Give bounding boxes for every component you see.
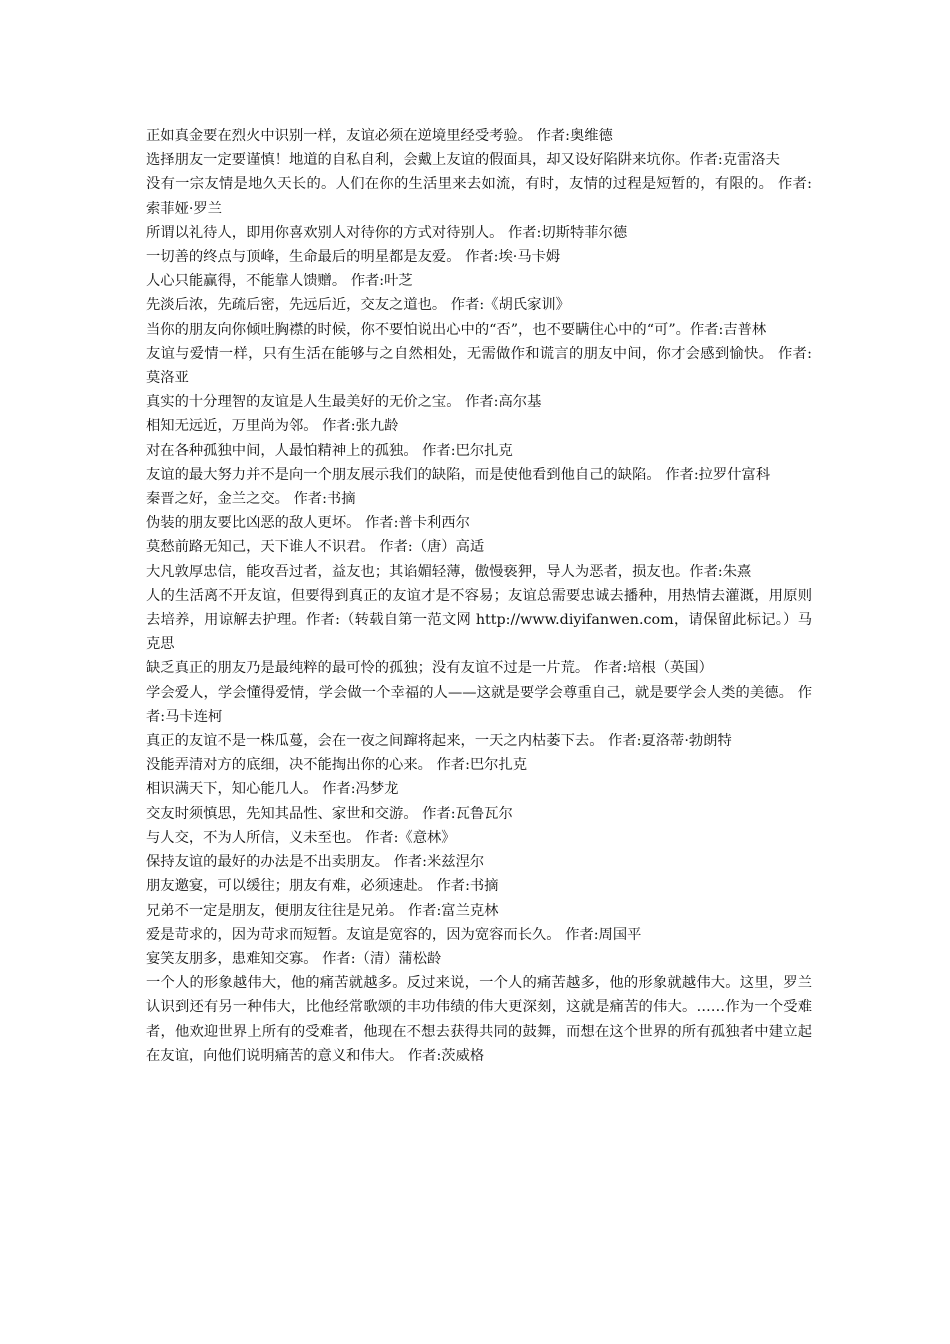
quote-line: 学会爱人，学会懂得爱情，学会做一个幸福的人——这就是要学会尊重自己，就是要学会人类的美德。 作者:马卡连柯 (146, 684, 812, 725)
document-body (146, 124, 812, 1068)
quote-line: 宴笑友朋多，患难知交寡。 作者:（清）蒲松龄 (146, 950, 442, 967)
quote-line: 没有一宗友情是地久天长的。人们在你的生活里来去如流，有时，友情的过程是短暂的，有限的。 作者:索菲娅·罗兰 (146, 176, 812, 217)
quote-line: 当你的朋友向你倾吐胸襟的时候，你不要怕说出心中的“否”，也不要瞒住心中的“可”。作者:吉普林 (146, 321, 767, 338)
quote-line: 大凡敦厚忠信，能攻吾过者，益友也；其谄媚轻薄，傲慢亵狎，导人为恶者，损友也。作者:朱熹 (146, 563, 752, 580)
quote-line: 先淡后浓，先疏后密，先远后近，交友之道也。 作者:《胡氏家训》 (146, 297, 570, 314)
quote-line: 交友时须慎思，先知其品性、家世和交游。 作者:瓦鲁瓦尔 (146, 805, 513, 822)
quote-line: 一切善的终点与顶峰，生命最后的明星都是友爱。 作者:埃·马卡姆 (146, 249, 561, 266)
quote-line: 所谓以礼待人，即用你喜欢别人对待你的方式对待别人。 作者:切斯特菲尔德 (146, 224, 628, 241)
quote-line: 缺乏真正的朋友乃是最纯粹的最可怜的孤独；没有友谊不过是一片荒。 作者:培根（英国） (146, 660, 713, 677)
quote-line: 选择朋友一定要谨慎！地道的自私自利，会戴上友谊的假面具，却又设好陷阱来坑你。作者:克雷洛夫 (146, 152, 780, 169)
quote-line: 没能弄清对方的底细，决不能掏出你的心来。 作者:巴尔扎克 (146, 757, 528, 774)
quote-line: 人心只能赢得，不能靠人馈赠。 作者:叶芝 (146, 273, 413, 290)
quote-line: 秦晋之好，金兰之交。 作者:书摘 (146, 491, 356, 508)
quote-line: 真正的友谊不是一株瓜蔓，会在一夜之间蹿将起来，一天之内枯萎下去。 作者:夏洛蒂·勃朗特 (146, 733, 732, 750)
quote-line: 人的生活离不开友谊，但要得到真正的友谊才是不容易；友谊总需要忠诚去播种，用热情去灌溉，用原则去培养，用谅解去护理。作者:（转载自第一范文网 http://www.diyifanwen.com，请保留此标记。）马克思 (146, 587, 812, 653)
quote-line: 友谊的最大努力并不是向一个朋友展示我们的缺陷，而是使他看到他自己的缺陷。 作者:拉罗什富科 (146, 466, 771, 483)
quote-line: 友谊与爱情一样，只有生活在能够与之自然相处，无需做作和谎言的朋友中间，你才会感到愉快。 作者:莫洛亚 (146, 345, 812, 387)
quote-line: 伪装的朋友要比凶恶的敌人更坏。 作者:普卡利西尔 (146, 515, 470, 532)
quote-line: 相识满天下，知心能几人。 作者:冯梦龙 (146, 781, 399, 798)
quote-line: 真实的十分理智的友谊是人生最美好的无价之宝。 作者:高尔基 (146, 394, 542, 411)
quote-line: 正如真金要在烈火中识别一样，友谊必须在逆境里经受考验。 作者:奥维德 (146, 128, 613, 144)
quote-line: 相知无远近，万里尚为邻。 作者:张九龄 (146, 418, 399, 435)
quote-line: 莫愁前路无知己，天下谁人不识君。 作者:（唐）高适 (146, 539, 485, 556)
quote-line: 对在各种孤独中间，人最怕精神上的孤独。 作者:巴尔扎克 (146, 442, 513, 459)
quote-line: 兄弟不一定是朋友，便朋友往往是兄弟。 作者:富兰克林 (146, 902, 499, 919)
quote-line: 与人交，不为人所信，义未至也。 作者:《意林》 (146, 829, 456, 846)
quote-line: 朋友邀宴，可以缓往；朋友有难，必须速赴。 作者:书摘 (146, 878, 499, 895)
quote-line: 保持友谊的最好的办法是不出卖朋友。 作者:米兹涅尔 (146, 854, 485, 871)
quote-line: 一个人的形象越伟大，他的痛苦就越多。反过来说，一个人的痛苦越多，他的形象就越伟大。这里，罗兰认识到还有另一种伟大，比他经常歌颂的丰功伟绩的伟大更深刻，这就是痛苦的伟大。……作为一个受难者，他欢迎世界上所有的受难者，他现在不想去获得共同的鼓舞，而想在这个世界的所有孤独者中建立起在友谊，向他们说明痛苦的意义和伟大。 作者:茨威格 (146, 975, 812, 1064)
quote-line: 爱是苛求的，因为苛求而短暂。友谊是宽容的，因为宽容而长久。 作者:周国平 (146, 926, 642, 943)
